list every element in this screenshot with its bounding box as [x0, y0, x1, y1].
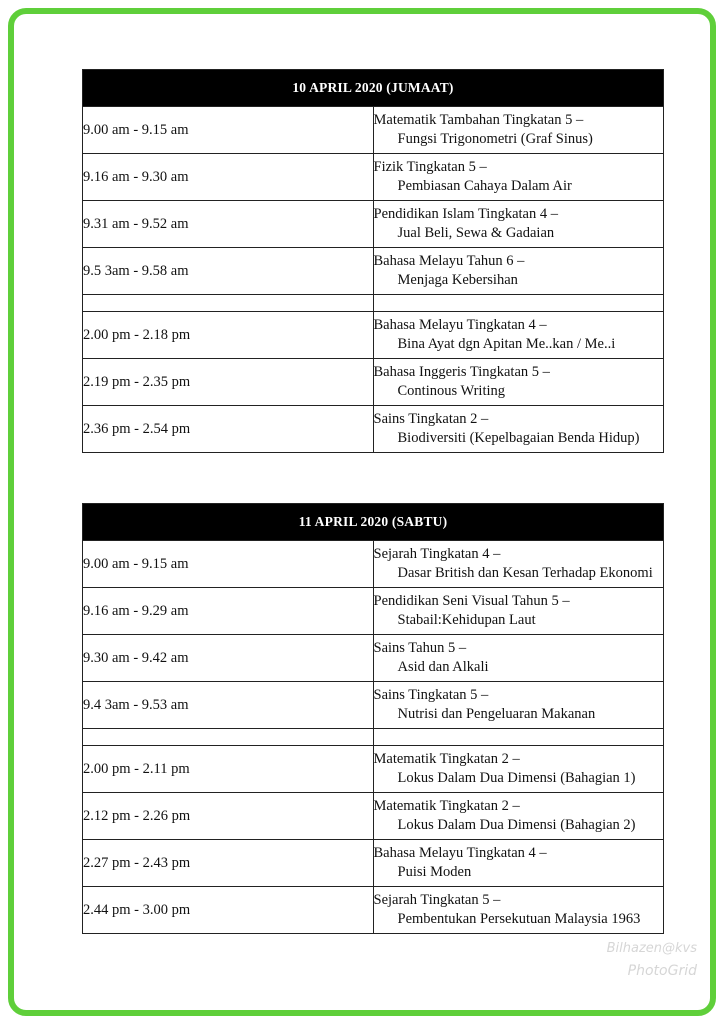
time-slot: 9.5 3am - 9.58 am — [83, 248, 374, 295]
watermark-handle: Bilhazen@kvs — [606, 941, 697, 956]
subject-cell — [373, 887, 664, 934]
subject-cell — [373, 588, 664, 635]
subject-name: Bahasa Melayu Tahun 6 – — [373, 253, 525, 269]
lesson-topic: Puisi Moden — [397, 864, 472, 880]
schedule-row — [83, 359, 664, 406]
schedule-row — [83, 154, 664, 201]
subject-cell — [373, 840, 664, 887]
schedule-row — [83, 406, 664, 453]
lesson-topic: Pembiasan Cahaya Dalam Air — [397, 178, 572, 194]
schedule-row — [83, 312, 664, 359]
schedule-row — [83, 248, 664, 295]
subject-name: Pendidikan Islam Tingkatan 4 – — [373, 206, 558, 222]
time-slot: 2.19 pm - 2.35 pm — [83, 359, 374, 406]
break-cell — [83, 295, 374, 312]
time-slot: 2.00 pm - 2.11 pm — [83, 746, 374, 793]
watermark-app: PhotoGrid — [627, 963, 697, 979]
subject-cell — [373, 248, 664, 295]
time-slot: 9.4 3am - 9.53 am — [83, 682, 374, 729]
subject-cell — [373, 312, 664, 359]
time-slot: 9.31 am - 9.52 am — [83, 201, 374, 248]
subject-name: Sains Tingkatan 2 – — [373, 411, 489, 427]
time-slot: 2.00 pm - 2.18 pm — [83, 312, 374, 359]
subject-cell — [373, 406, 664, 453]
photogrid-watermark — [607, 938, 697, 982]
lesson-topic: Lokus Dalam Dua Dimensi (Bahagian 1) — [397, 770, 636, 786]
subject-name: Matematik Tambahan Tingkatan 5 – — [373, 112, 584, 128]
subject-cell — [373, 793, 664, 840]
schedule-row — [83, 107, 664, 154]
break-cell — [373, 295, 664, 312]
time-slot: 9.30 am - 9.42 am — [83, 635, 374, 682]
subject-name: Matematik Tingkatan 2 – — [373, 751, 520, 767]
lesson-topic: Fungsi Trigonometri (Graf Sinus) — [397, 131, 593, 147]
subject-name: Bahasa Melayu Tingkatan 4 – — [373, 317, 547, 333]
subject-cell — [373, 107, 664, 154]
schedule-row — [83, 840, 664, 887]
schedule-row — [83, 635, 664, 682]
lesson-topic: Asid dan Alkali — [397, 659, 489, 675]
schedule-row — [83, 746, 664, 793]
subject-name: Fizik Tingkatan 5 – — [373, 159, 487, 175]
subject-name: Sejarah Tingkatan 4 – — [373, 546, 501, 562]
lesson-topic: Stabail:Kehidupan Laut — [397, 612, 536, 628]
subject-cell — [373, 682, 664, 729]
subject-name: Sains Tahun 5 – — [373, 640, 467, 656]
time-slot: 9.16 am - 9.30 am — [83, 154, 374, 201]
break-cell — [373, 729, 664, 746]
time-slot: 9.00 am - 9.15 am — [83, 107, 374, 154]
schedule-row — [83, 541, 664, 588]
subject-name: Bahasa Inggeris Tingkatan 5 – — [373, 364, 550, 380]
lesson-topic: Nutrisi dan Pengeluaran Makanan — [397, 706, 596, 722]
time-slot: 2.12 pm - 2.26 pm — [83, 793, 374, 840]
break-row — [83, 295, 664, 312]
lesson-topic: Bina Ayat dgn Apitan Me..kan / Me..i — [397, 336, 616, 352]
lesson-topic: Pembentukan Persekutuan Malaysia 1963 — [397, 911, 641, 927]
subject-name: Pendidikan Seni Visual Tahun 5 – — [373, 593, 570, 609]
subject-cell — [373, 746, 664, 793]
time-slot: 2.36 pm - 2.54 pm — [83, 406, 374, 453]
lesson-topic: Dasar British dan Kesan Terhadap Ekonomi — [397, 565, 653, 581]
schedule-date-header: 10 APRIL 2020 (JUMAAT) — [83, 70, 664, 107]
subject-name: Bahasa Melayu Tingkatan 4 – — [373, 845, 547, 861]
subject-cell — [373, 154, 664, 201]
lesson-topic: Menjaga Kebersihan — [397, 272, 518, 288]
schedule-row — [83, 201, 664, 248]
schedule-table-10-april — [82, 69, 664, 453]
lesson-topic: Continous Writing — [397, 383, 506, 399]
subject-cell — [373, 635, 664, 682]
schedule-date-header: 11 APRIL 2020 (SABTU) — [83, 504, 664, 541]
lesson-topic: Jual Beli, Sewa & Gadaian — [397, 225, 555, 241]
subject-cell — [373, 541, 664, 588]
lesson-topic: Lokus Dalam Dua Dimensi (Bahagian 2) — [397, 817, 636, 833]
time-slot: 2.44 pm - 3.00 pm — [83, 887, 374, 934]
subject-cell — [373, 359, 664, 406]
lesson-topic: Biodiversiti (Kepelbagaian Benda Hidup) — [397, 430, 640, 446]
subject-name: Matematik Tingkatan 2 – — [373, 798, 520, 814]
subject-cell — [373, 201, 664, 248]
break-row — [83, 729, 664, 746]
schedule-row — [83, 588, 664, 635]
subject-name: Sejarah Tingkatan 5 – — [373, 892, 501, 908]
schedule-row — [83, 682, 664, 729]
schedule-row — [83, 793, 664, 840]
schedule-row — [83, 887, 664, 934]
subject-name: Sains Tingkatan 5 – — [373, 687, 489, 703]
time-slot: 9.16 am - 9.29 am — [83, 588, 374, 635]
time-slot: 9.00 am - 9.15 am — [83, 541, 374, 588]
schedule-table-11-april — [82, 503, 664, 934]
time-slot: 2.27 pm - 2.43 pm — [83, 840, 374, 887]
break-cell — [83, 729, 374, 746]
